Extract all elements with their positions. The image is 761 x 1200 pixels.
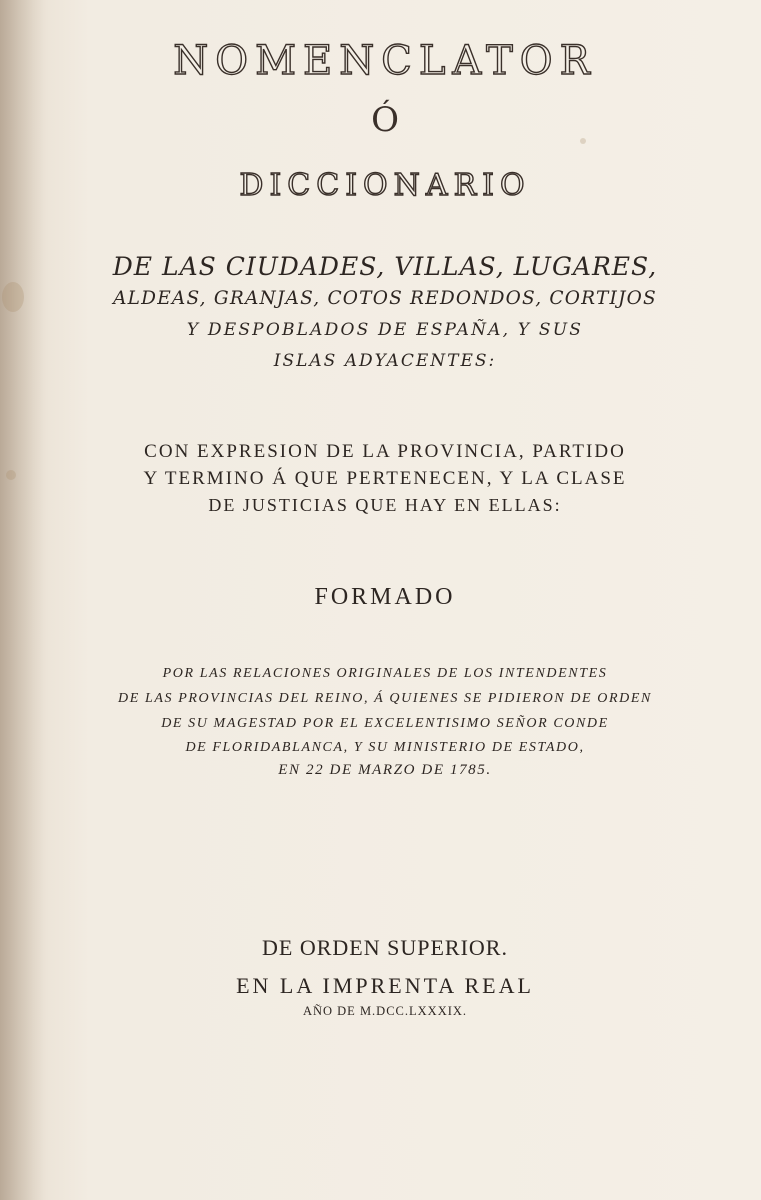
conjunction-o: Ó (371, 100, 399, 140)
imprint-year: AÑO DE M.DCC.LXXXIX. (302, 1004, 468, 1018)
paper-stain (2, 282, 24, 312)
relation-line-4: DE FLORIDABLANCA, Y SU MINISTERIO DE ESTADO, (185, 740, 585, 755)
relation-line-2: DE LAS PROVINCIAS DEL REINO, Á QUIENES SE PIDIERON DE ORDEN (118, 691, 652, 706)
imprint-order: DE ORDEN SUPERIOR. (262, 935, 508, 960)
description-line-4: ISLAS ADYACENTES: (273, 351, 497, 371)
imprint-press: EN LA IMPRENTA REAL (236, 973, 534, 998)
description-line-3: Y DESPOBLADOS DE ESPAÑA, Y SUS (186, 320, 584, 340)
description-line-2: ALDEAS, GRANJAS, COTOS REDONDOS, CORTIJOS (113, 288, 657, 309)
expression-line-1: CON EXPRESION DE LA PROVINCIA, PARTIDO (144, 441, 626, 462)
formado-heading: FORMADO (314, 584, 456, 610)
subtitle-diccionario: DICCIONARIO (239, 168, 531, 203)
main-title: NOMENCLATOR (173, 38, 597, 84)
description-line-1: DE LAS CIUDADES, VILLAS, LUGARES, (112, 252, 658, 281)
relation-line-5: EN 22 DE MARZO DE 1785. (278, 762, 492, 778)
expression-line-2: Y TERMINO Á QUE PERTENECEN, Y LA CLASE (143, 468, 627, 489)
paper-stain (6, 470, 16, 480)
page-gutter (0, 0, 48, 1200)
relation-line-3: DE SU MAGESTAD POR EL EXCELENTISIMO SEÑOR CONDE (161, 716, 609, 731)
expression-line-3: DE JUSTICIAS QUE HAY EN ELLAS: (208, 495, 562, 515)
relation-line-1: POR LAS RELACIONES ORIGINALES DE LOS INTENDENTES (162, 666, 608, 681)
